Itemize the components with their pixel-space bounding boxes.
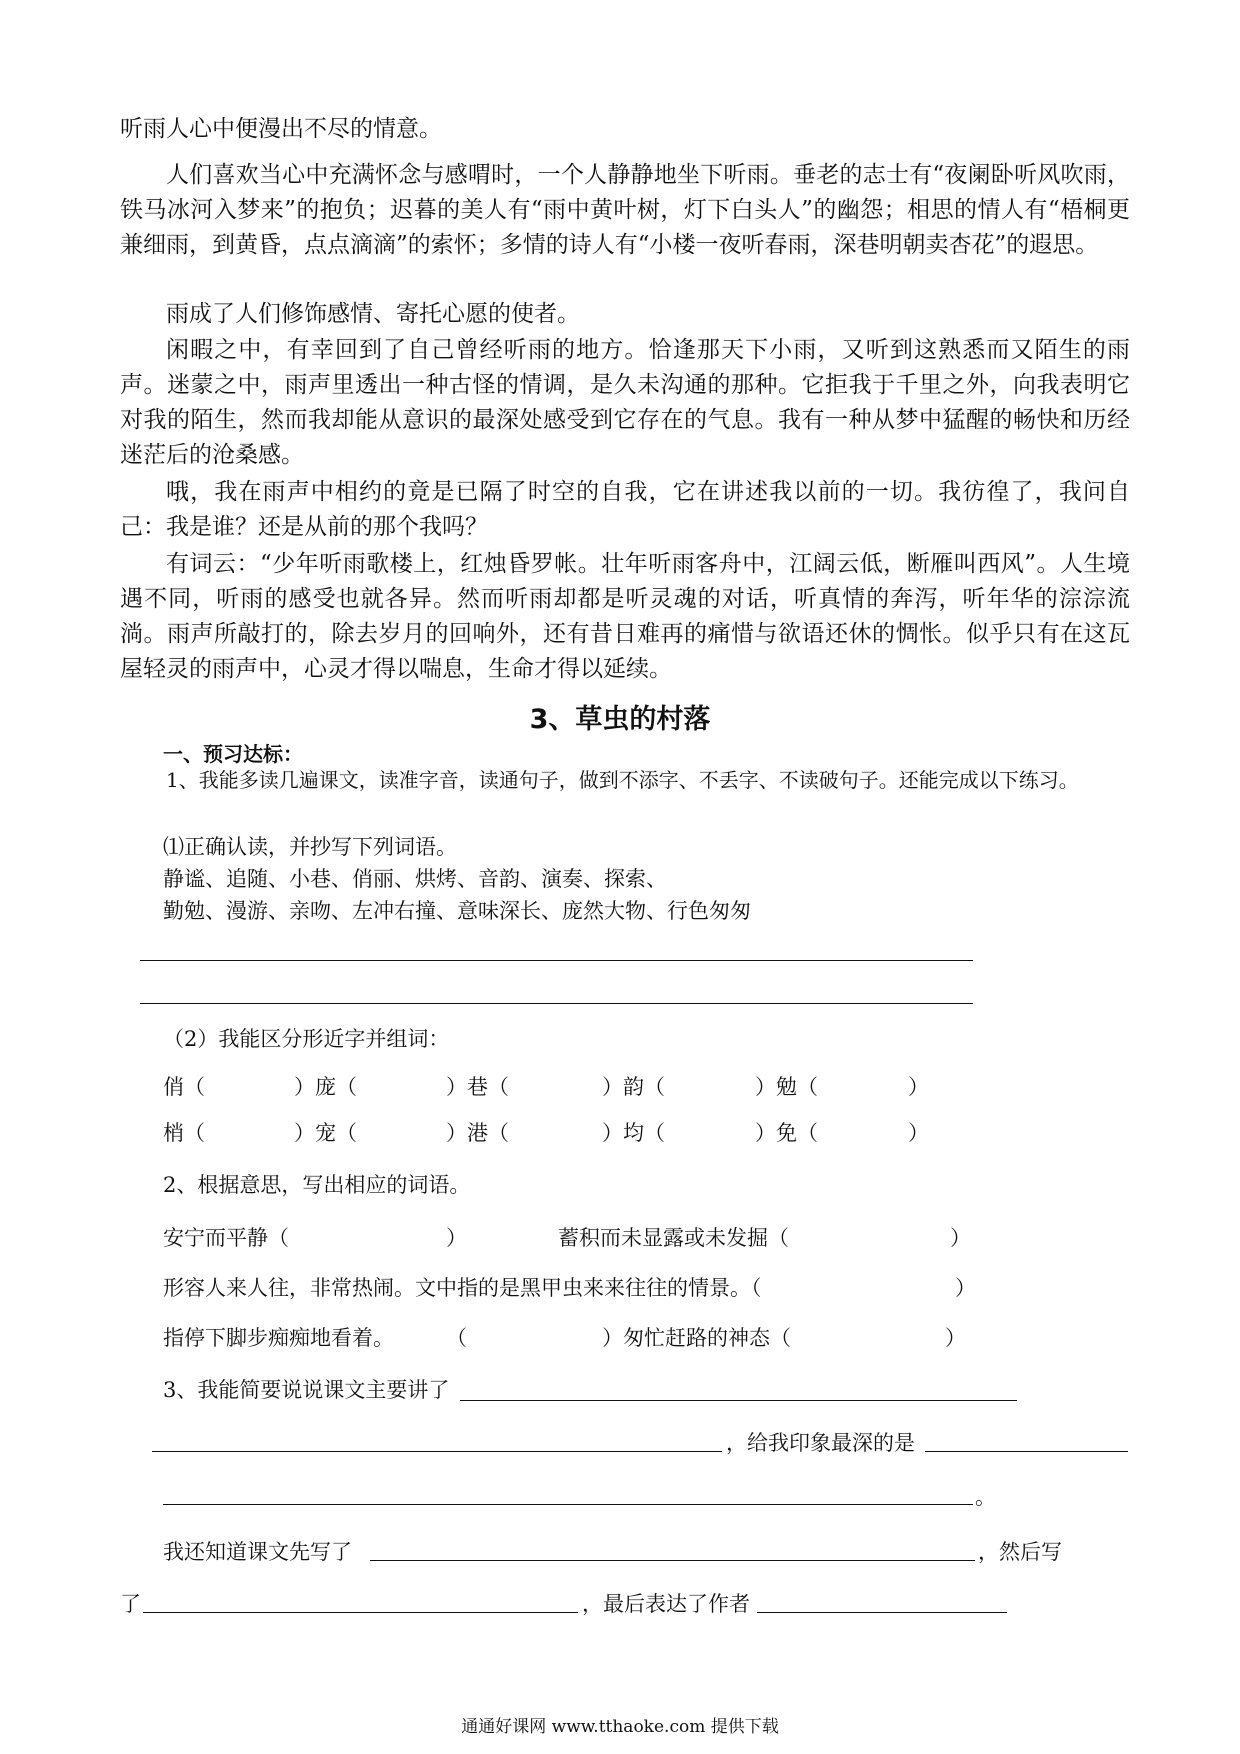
word-list-1: 静谧、追随、小巷、俏丽、烘烤、音韵、演奏、探索、 [163,867,667,891]
q2-item-5-start: ）匆忙赶路的神态（ [602,1326,791,1350]
answer-line-1[interactable] [140,960,973,961]
answer-line-8[interactable] [143,1612,578,1613]
answer-line-9[interactable] [757,1612,1007,1613]
char-row-1-item-2: ）庞（ [294,1075,357,1099]
passage-paragraph-6: 有词云：“少年听雨歌楼上，红烛昏罗帐。壮年听雨客舟中，江阔云低，断雁叫西风”。人生境遇不同，听雨的感受也就各异。然而听雨却都是听灵魂的对话，听真情的奔泻，听年华的淙淙流淌。雨声所敲打的，除去岁月的回响外，还有昔日难再的痛惜与欲语还休的惆怅。似乎只有在这瓦屋轻灵的雨声中，心灵才得以喘息，生命才得以延续。 [120,551,1130,682]
char-row-1-item-1: 俏（ [163,1075,205,1099]
passage-paragraph-1: 听雨人心中便漫出不尽的情意。 [120,116,442,142]
page-footer: 通通好课网 www.tthaoke.com 提供下载 [461,1717,779,1737]
answer-line-2[interactable] [140,1003,973,1004]
q3-then-label: ，然后写 [978,1540,1062,1564]
char-row-2-item-2: ）宠（ [294,1121,357,1145]
char-row-1-item-4: ）韵（ [602,1075,665,1099]
answer-line-3[interactable] [460,1400,1017,1401]
answer-line-6[interactable] [163,1504,973,1505]
question-1-part-2: （2）我能区分形近字并组词： [163,1027,450,1051]
q3-le-label: 了 [120,1592,141,1616]
section-heading: 一、预习达标： [163,742,303,766]
answer-line-4[interactable] [152,1451,722,1452]
char-row-2-item-6: ） [908,1121,929,1145]
q2-item-3-start: 形容人来人往，非常热闹。文中指的是黑甲虫来来往往的情景。（ [163,1276,762,1300]
q2-item-2-start: 蓄积而未显露或未发掘（ [558,1226,789,1250]
q2-item-1-start: 安宁而平静（ [163,1226,289,1250]
passage-paragraph-2: 人们喜欢当心中充满怀念与感喟时，一个人静静地坐下听雨。垂老的志士有“夜阑卧听风吹雨，铁马冰河入梦来”的抱负；迟暮的美人有“雨中黄叶树，灯下白头人”的幽怨；相思的情人有“梧桐更兼细雨，到黄昏，点点滴滴”的索怀；多情的诗人有“小楼一夜听春雨，深巷明朝卖杏花”的遐思。 [120,162,1130,258]
char-row-2-item-1: 梢（ [163,1121,205,1145]
question-1: 1、我能多读几遍课文，读准字音，读通句子，做到不添字、不丢字、不读破句子。还能完成以下练习。 [166,768,1079,792]
char-row-1-item-3: ）巷（ [446,1075,509,1099]
question-3: 3、我能简要说说课文主要讲了 [163,1378,450,1402]
char-row-2-item-3: ）港（ [446,1121,509,1145]
q3-finally-label: ，最后表达了作者 [582,1592,750,1616]
lesson-title: 3、草虫的村落 [529,704,711,735]
passage-paragraph-4: 闲暇之中，有幸回到了自己曾经听雨的地方。恰逢那天下小雨，又听到这熟悉而又陌生的雨声。迷蒙之中，雨声里透出一种古怪的情调，是久未沟通的那种。它拒我于千里之外，向我表明它对我的陌生，然而我却能从意识的最深处感受到它存在的气息。我有一种从梦中猛醒的畅快和历经迷茫后的沧桑感。 [120,337,1130,468]
word-list-2: 勤勉、漫游、亲吻、左冲右撞、意味深长、庞然大物、行色匆匆 [163,899,751,923]
q2-item-4-start: 指停下脚步痴痴地看着。 [163,1326,394,1350]
question-2: 2、根据意思，写出相应的词语。 [163,1173,471,1197]
q3-first-label: 我还知道课文先写了 [163,1540,352,1564]
q2-item-3-end: ） [955,1276,976,1300]
q2-item-2-end: ） [950,1226,971,1250]
char-row-1-item-6: ） [908,1075,929,1099]
answer-line-5[interactable] [925,1451,1128,1452]
char-row-2-item-4: ）均（ [602,1121,665,1145]
q2-item-4-open: （ [446,1326,467,1350]
passage-paragraph-5: 哦，我在雨声中相约的竟是已隔了时空的自我，它在讲述我以前的一切。我彷徨了，我问自己：我是谁？还是从前的那个我吗？ [120,479,1130,540]
char-row-1-item-5: ）勉（ [755,1075,818,1099]
q3-impression-label: ，给我印象最深的是 [726,1431,915,1455]
q3-period: 。 [975,1485,996,1509]
question-1-part-1: ⑴正确认读，并抄写下列词语。 [163,835,457,859]
char-row-2-item-5: ）免（ [755,1121,818,1145]
q2-item-5-end: ） [945,1326,966,1350]
answer-line-7[interactable] [370,1560,975,1561]
passage-paragraph-3: 雨成了人们修饰感情、寄托心愿的使者。 [166,301,580,327]
q2-item-1-end: ） [446,1226,467,1250]
